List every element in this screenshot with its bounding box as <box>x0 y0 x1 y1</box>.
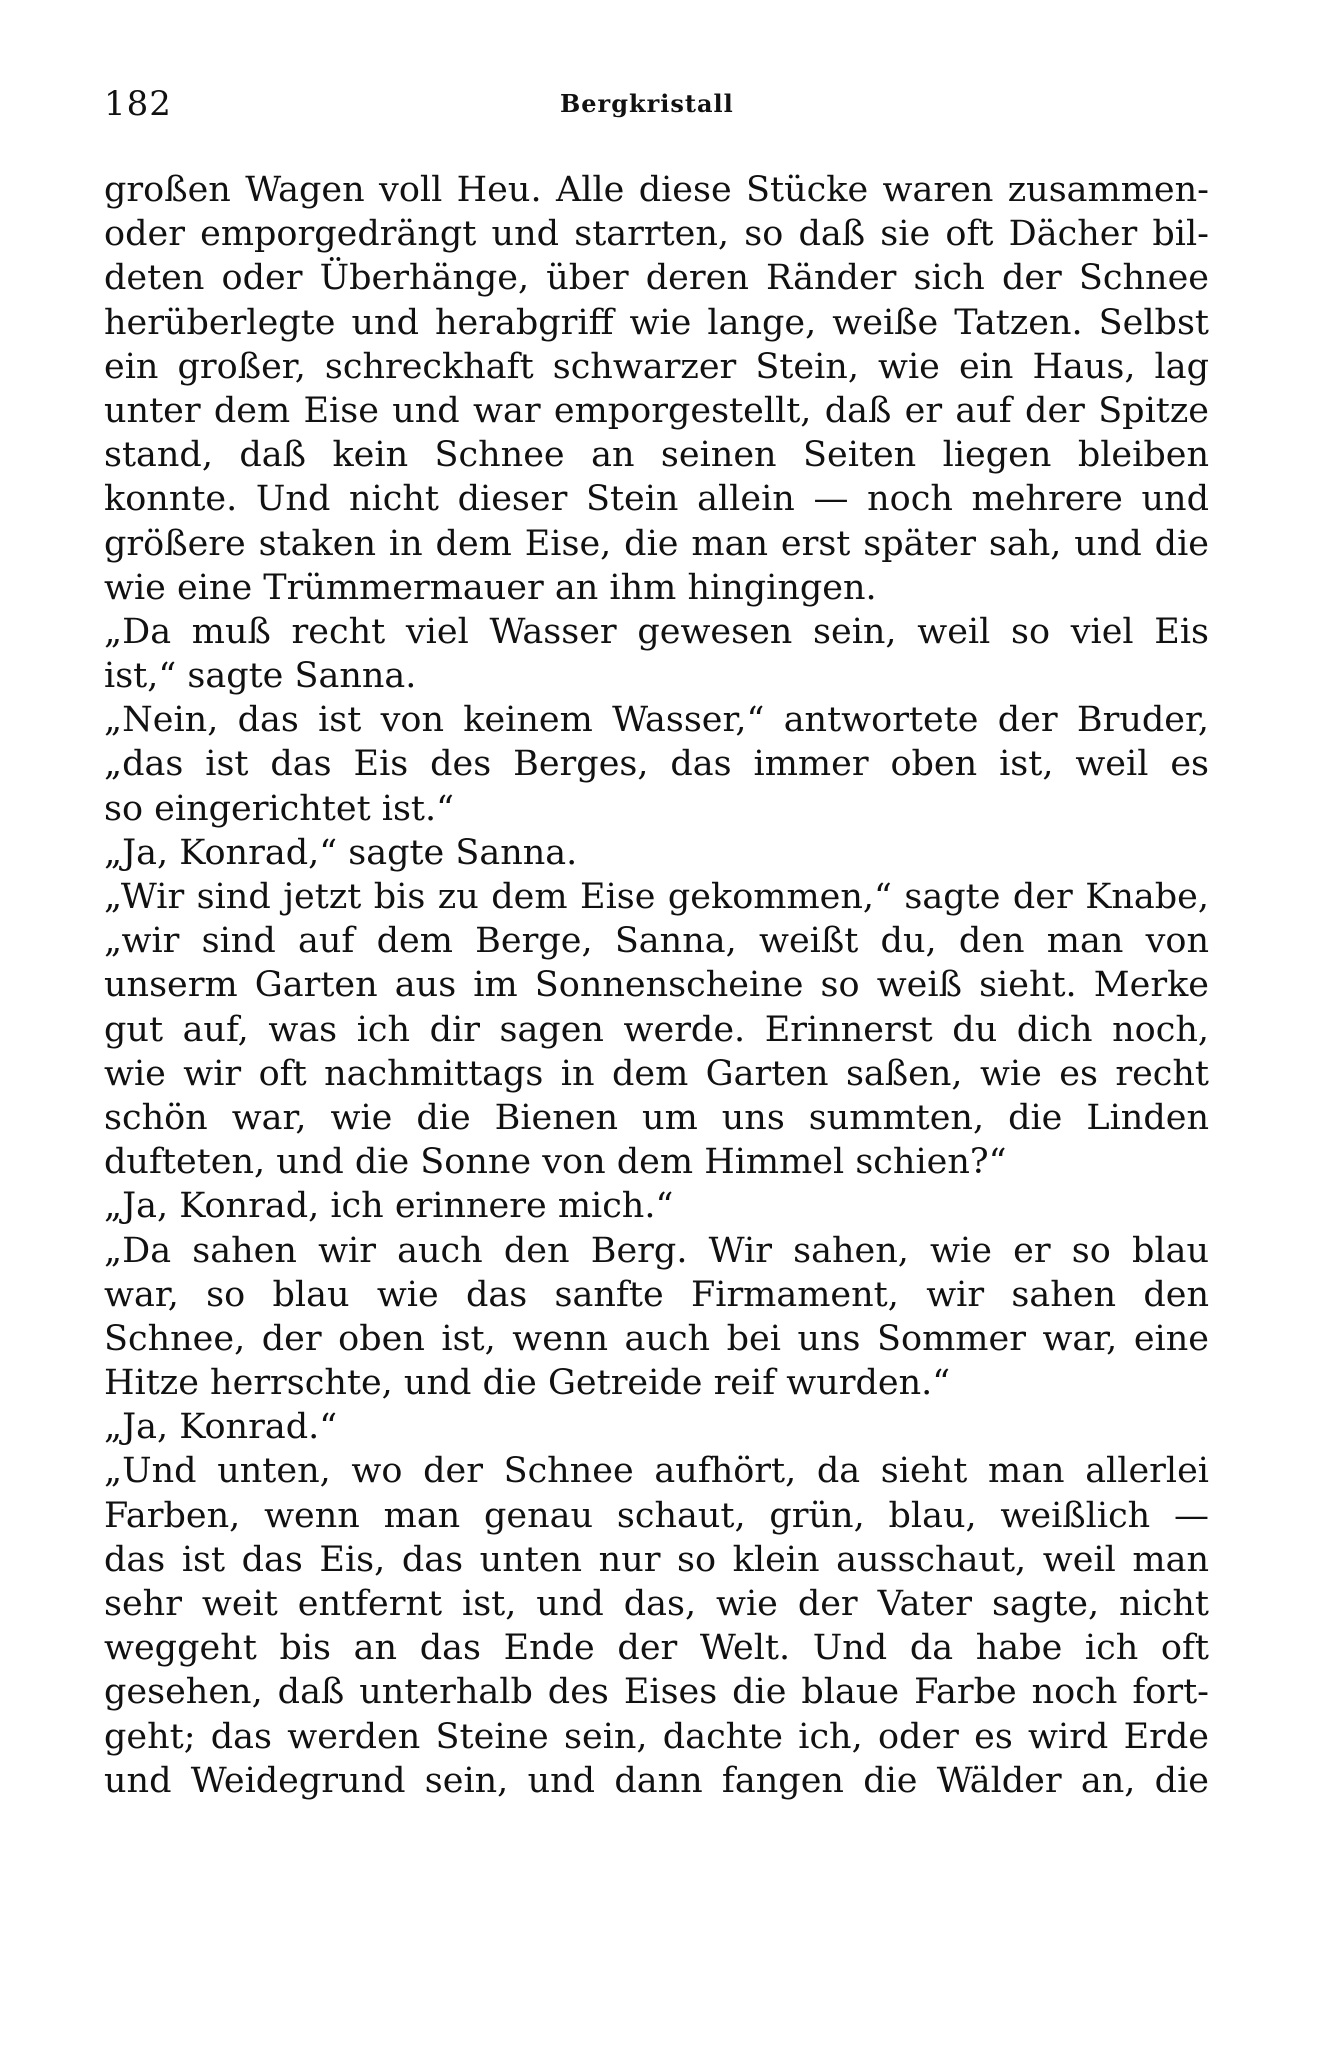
text-line: gut auf, was ich dir sagen werde. Erinnerst du dich noch, <box>104 1009 1209 1050</box>
text-line: dufteten, und die Sonne von dem Himmel schien?“ <box>104 1142 1007 1183</box>
text-line: Farben, wenn man genau schaut, grün, blau, weißlich — <box>104 1495 1209 1536</box>
text-line: großen Wagen voll Heu. Alle diese Stücke waren zusammen- <box>104 170 1209 210</box>
text-line: konnte. Und nicht dieser Stein allein — noch mehrere und <box>104 479 1209 520</box>
text-line: „Und unten, wo der Schnee aufhört, da sieht man allerlei <box>104 1451 1209 1492</box>
text-line: unserm Garten aus im Sonnenscheine so weiß sieht. Merke <box>104 965 1209 1006</box>
text-line: herüberlegte und herabgriff wie lange, weiße Tatzen. Selbst <box>104 302 1209 343</box>
text-line: sehr weit entfernt ist, und das, wie der Vater sagte, nicht <box>104 1584 1209 1624</box>
text-line: „Da muß recht viel Wasser gewesen sein, weil so viel Eis <box>104 611 1209 652</box>
text-line: größere staken in dem Eise, die man erst später sah, und die <box>104 523 1209 564</box>
text-line: „Ja, Konrad, ich erinnere mich.“ <box>104 1186 674 1227</box>
text-line: ein großer, schreckhaft schwarzer Stein, wie ein Haus, lag <box>104 346 1209 387</box>
text-line: unter dem Eise und war emporgestellt, daß er auf der Spitze <box>104 390 1209 431</box>
text-line: wie wir oft nachmittags in dem Garten saßen, wie es recht <box>104 1053 1209 1094</box>
text-line: geht; das werden Steine sein, dachte ich, oder es wird Erde <box>104 1716 1209 1757</box>
text-line: und Weidegrund sein, und dann fangen die Wälder an, die <box>104 1760 1209 1801</box>
page-number: 182 <box>104 84 172 124</box>
text-line: deten oder Überhänge, über deren Ränder sich der Schnee <box>104 258 1209 299</box>
text-line: „Da sahen wir auch den Berg. Wir sahen, wie er so blau <box>104 1230 1209 1271</box>
text-line: Schnee, der oben ist, wenn auch bei uns Sommer war, eine <box>104 1318 1209 1359</box>
text-line: schön war, wie die Bienen um uns summten, die Linden <box>104 1097 1209 1138</box>
text-line: „Ja, Konrad.“ <box>104 1407 338 1448</box>
text-line: wie eine Trümmermauer an ihm hingingen. <box>104 567 877 608</box>
text-line: weggeht bis an das Ende der Welt. Und da habe ich oft <box>104 1628 1209 1669</box>
text-line: das ist das Eis, das unten nur so klein ausschaut, weil man <box>104 1539 1209 1580</box>
text-line: war, so blau wie das sanfte Firmament, wir sahen den <box>104 1274 1209 1315</box>
text-line: so eingerichtet ist.“ <box>104 788 454 829</box>
text-line: gesehen, daß unterhalb des Eises die blaue Farbe noch fort- <box>104 1672 1209 1713</box>
text-line: „Ja, Konrad,“ sagte Sanna. <box>104 832 578 873</box>
text-line: „wir sind auf dem Berge, Sanna, weißt du, den man von <box>104 921 1209 962</box>
text-line: Hitze herrschte, und die Getreide reif wurden.“ <box>104 1363 951 1404</box>
body-text <box>104 168 1209 1803</box>
text-line: „Wir sind jetzt bis zu dem Eise gekommen,“ sagte der Knabe, <box>104 877 1209 917</box>
text-line: „das ist das Eis des Berges, das immer oben ist, weil es <box>104 744 1209 785</box>
text-line: oder emporgedrängt und starrten, so daß sie oft Dächer bil- <box>104 214 1209 255</box>
text-line: ist,“ sagte Sanna. <box>104 656 417 697</box>
text-line: „Nein, das ist von keinem Wasser,“ antwortete der Bruder, <box>104 700 1209 741</box>
running-title: Bergkristall <box>560 89 734 118</box>
text-line: stand, daß kein Schnee an seinen Seiten liegen bleiben <box>104 435 1209 476</box>
